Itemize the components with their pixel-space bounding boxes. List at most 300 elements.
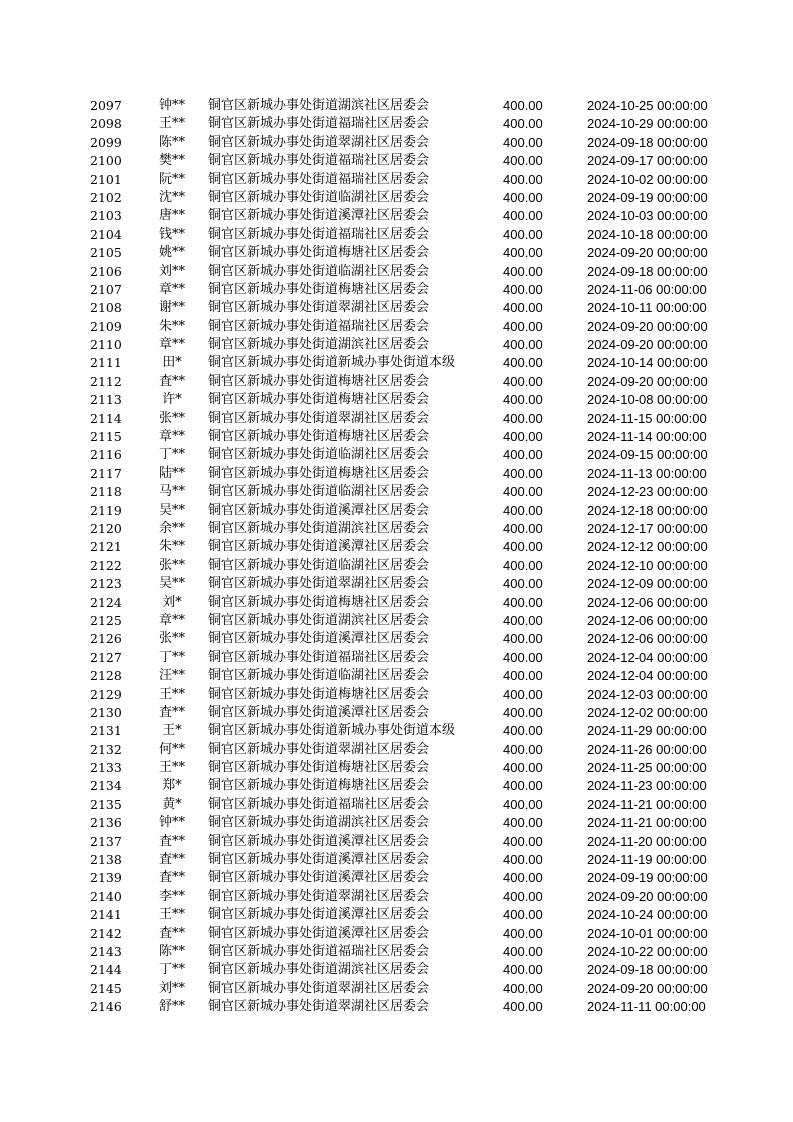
- table-row: [0, 906, 793, 924]
- table-row: [0, 336, 793, 354]
- recipient-name-cell: 阮**: [158, 171, 185, 187]
- table-row: [0, 814, 793, 832]
- organization-cell: 铜官区新城办事处街道湖滨社区居委会: [208, 815, 430, 831]
- date-cell: 2024-11-20 00:00:00: [587, 833, 707, 849]
- date-cell: 2024-09-20 00:00:00: [587, 318, 708, 334]
- row-number-cell: 2111: [90, 355, 122, 371]
- row-number-cell: 2127: [90, 649, 122, 665]
- row-number-cell: 2120: [90, 520, 122, 536]
- amount-cell: 400.00: [503, 226, 543, 242]
- table-row: [0, 263, 793, 281]
- row-number-cell: 2142: [90, 925, 122, 941]
- row-number-cell: 2128: [90, 668, 122, 684]
- date-cell: 2024-11-14 00:00:00: [587, 429, 707, 445]
- row-number-cell: 2105: [90, 245, 122, 261]
- recipient-name-cell: 王**: [158, 116, 185, 132]
- amount-cell: 400.00: [503, 208, 543, 224]
- row-number-cell: 2122: [90, 557, 122, 573]
- row-number-cell: 2145: [90, 980, 122, 996]
- row-number-cell: 2118: [90, 484, 122, 500]
- amount-cell: 400.00: [503, 668, 543, 684]
- amount-cell: 400.00: [503, 98, 543, 113]
- amount-cell: 400.00: [503, 980, 543, 996]
- amount-cell: 400.00: [503, 300, 543, 316]
- date-cell: 2024-11-23 00:00:00: [587, 778, 707, 794]
- date-cell: 2024-10-18 00:00:00: [587, 226, 708, 242]
- date-cell: 2024-09-15 00:00:00: [587, 447, 708, 463]
- organization-cell: 铜官区新城办事处街道福瑞社区居委会: [208, 226, 430, 242]
- date-cell: 2024-12-06 00:00:00: [587, 612, 708, 628]
- subsidy-table: [0, 97, 793, 1017]
- amount-cell: 400.00: [503, 576, 543, 592]
- organization-cell: 铜官区新城办事处街道梅塘社区居委会: [208, 429, 430, 445]
- organization-cell: 铜官区新城办事处街道溪潭社区居委会: [208, 907, 430, 923]
- amount-cell: 400.00: [503, 539, 543, 555]
- amount-cell: 400.00: [503, 465, 543, 481]
- table-row: [0, 483, 793, 501]
- organization-cell: 铜官区新城办事处街道湖滨社区居委会: [208, 612, 430, 628]
- table-row: [0, 722, 793, 740]
- organization-cell: 铜官区新城办事处街道临湖社区居委会: [208, 668, 430, 684]
- row-number-cell: 2124: [90, 594, 122, 610]
- date-cell: 2024-11-29 00:00:00: [587, 723, 707, 739]
- table-row: [0, 410, 793, 428]
- row-number-cell: 2106: [90, 263, 122, 279]
- organization-cell: 铜官区新城办事处街道梅塘社区居委会: [208, 778, 430, 794]
- amount-cell: 400.00: [503, 502, 543, 518]
- organization-cell: 铜官区新城办事处街道临湖社区居委会: [208, 557, 430, 573]
- recipient-name-cell: 钟**: [158, 815, 185, 831]
- recipient-name-cell: 陆**: [158, 465, 185, 481]
- organization-cell: 铜官区新城办事处街道溪潭社区居委会: [208, 539, 430, 555]
- table-row: [0, 134, 793, 152]
- recipient-name-cell: 吴**: [158, 502, 185, 518]
- table-row: [0, 226, 793, 244]
- organization-cell: 铜官区新城办事处街道梅塘社区居委会: [208, 281, 430, 297]
- row-number-cell: 2137: [90, 833, 122, 849]
- recipient-name-cell: 唐**: [158, 208, 185, 224]
- row-number-cell: 2139: [90, 870, 122, 886]
- date-cell: 2024-09-20 00:00:00: [587, 337, 708, 353]
- recipient-name-cell: 陈**: [158, 134, 185, 150]
- table-row: [0, 704, 793, 722]
- recipient-name-cell: 査**: [158, 870, 185, 886]
- date-cell: 2024-10-14 00:00:00: [587, 355, 708, 371]
- date-cell: 2024-10-01 00:00:00: [587, 925, 708, 941]
- recipient-name-cell: 钱**: [158, 226, 185, 242]
- row-number-cell: 2123: [90, 576, 122, 592]
- organization-cell: 铜官区新城办事处街道翠湖社区居委会: [208, 980, 430, 996]
- table-row: [0, 612, 793, 630]
- organization-cell: 铜官区新城办事处街道临湖社区居委会: [208, 484, 430, 500]
- amount-cell: 400.00: [503, 704, 543, 720]
- amount-cell: 400.00: [503, 778, 543, 794]
- recipient-name-cell: 许*: [162, 392, 182, 408]
- organization-cell: 铜官区新城办事处街道翠湖社区居委会: [208, 999, 430, 1015]
- table-row: [0, 557, 793, 575]
- table-row: [0, 244, 793, 262]
- row-number-cell: 2131: [90, 723, 122, 739]
- organization-cell: 铜官区新城办事处街道翠湖社区居委会: [208, 741, 430, 757]
- table-row: [0, 189, 793, 207]
- row-number-cell: 2099: [90, 134, 122, 150]
- table-row: [0, 777, 793, 795]
- date-cell: 2024-12-17 00:00:00: [587, 520, 708, 536]
- organization-cell: 铜官区新城办事处街道湖滨社区居委会: [208, 520, 430, 536]
- row-number-cell: 2135: [90, 796, 122, 812]
- amount-cell: 400.00: [503, 134, 543, 150]
- row-number-cell: 2112: [90, 373, 122, 389]
- row-number-cell: 2144: [90, 962, 122, 978]
- table-row: [0, 980, 793, 998]
- date-cell: 2024-12-06 00:00:00: [587, 631, 708, 647]
- organization-cell: 铜官区新城办事处街道梅塘社区居委会: [208, 245, 430, 261]
- organization-cell: 铜官区新城办事处街道梅塘社区居委会: [208, 373, 430, 389]
- amount-cell: 400.00: [503, 281, 543, 297]
- row-number-cell: 2121: [90, 539, 122, 555]
- organization-cell: 铜官区新城办事处街道梅塘社区居委会: [208, 392, 430, 408]
- row-number-cell: 2115: [90, 429, 122, 445]
- amount-cell: 400.00: [503, 612, 543, 628]
- table-row: [0, 446, 793, 464]
- amount-cell: 400.00: [503, 355, 543, 371]
- organization-cell: 铜官区新城办事处街道梅塘社区居委会: [208, 686, 430, 702]
- row-number-cell: 2130: [90, 704, 122, 720]
- amount-cell: 400.00: [503, 815, 543, 831]
- table-row: [0, 667, 793, 685]
- organization-cell: 铜官区新城办事处街道梅塘社区居委会: [208, 760, 430, 776]
- date-cell: 2024-12-02 00:00:00: [587, 704, 708, 720]
- recipient-name-cell: 汪**: [158, 668, 185, 684]
- date-cell: 2024-09-20 00:00:00: [587, 888, 708, 904]
- recipient-name-cell: 王**: [158, 686, 185, 702]
- amount-cell: 400.00: [503, 760, 543, 776]
- row-number-cell: 2102: [90, 189, 122, 205]
- date-cell: 2024-09-19 00:00:00: [587, 870, 708, 886]
- row-number-cell: 2125: [90, 612, 122, 628]
- row-number-cell: 2108: [90, 300, 122, 316]
- table-row: [0, 594, 793, 612]
- table-row: [0, 115, 793, 133]
- date-cell: 2024-10-24 00:00:00: [587, 907, 708, 923]
- row-number-cell: 2103: [90, 208, 122, 224]
- row-number-cell: 2126: [90, 631, 122, 647]
- amount-cell: 400.00: [503, 447, 543, 463]
- table-row: [0, 207, 793, 225]
- recipient-name-cell: 査**: [158, 833, 185, 849]
- recipient-name-cell: 黄*: [162, 796, 182, 812]
- table-row: [0, 869, 793, 887]
- row-number-cell: 2140: [90, 888, 122, 904]
- recipient-name-cell: 章**: [158, 281, 185, 297]
- organization-cell: 铜官区新城办事处街道翠湖社区居委会: [208, 576, 430, 592]
- recipient-name-cell: 余**: [158, 520, 185, 536]
- table-row: [0, 281, 793, 299]
- organization-cell: 铜官区新城办事处街道福瑞社区居委会: [208, 153, 430, 169]
- recipient-name-cell: 査**: [158, 373, 185, 389]
- organization-cell: 铜官区新城办事处街道翠湖社区居委会: [208, 888, 430, 904]
- table-row: [0, 152, 793, 170]
- table-row: [0, 171, 793, 189]
- date-cell: 2024-12-10 00:00:00: [587, 557, 708, 573]
- amount-cell: 400.00: [503, 594, 543, 610]
- recipient-name-cell: 章**: [158, 429, 185, 445]
- amount-cell: 400.00: [503, 741, 543, 757]
- recipient-name-cell: 陈**: [158, 943, 185, 959]
- date-cell: 2024-12-12 00:00:00: [587, 539, 708, 555]
- organization-cell: 铜官区新城办事处街道溪潭社区居委会: [208, 852, 430, 868]
- amount-cell: 400.00: [503, 263, 543, 279]
- organization-cell: 铜官区新城办事处街道福瑞社区居委会: [208, 943, 430, 959]
- organization-cell: 铜官区新城办事处街道翠湖社区居委会: [208, 410, 430, 426]
- date-cell: 2024-09-18 00:00:00: [587, 263, 708, 279]
- table-row: [0, 851, 793, 869]
- organization-cell: 铜官区新城办事处街道梅塘社区居委会: [208, 594, 430, 610]
- date-cell: 2024-10-02 00:00:00: [587, 171, 708, 187]
- recipient-name-cell: 马**: [158, 484, 185, 500]
- table-row: [0, 961, 793, 979]
- table-row: [0, 299, 793, 317]
- row-number-cell: 2098: [90, 116, 122, 132]
- amount-cell: 400.00: [503, 907, 543, 923]
- date-cell: 2024-12-09 00:00:00: [587, 576, 708, 592]
- recipient-name-cell: 郑*: [162, 778, 182, 794]
- row-number-cell: 2116: [90, 447, 122, 463]
- date-cell: 2024-12-06 00:00:00: [587, 594, 708, 610]
- row-number-cell: 2114: [90, 410, 122, 426]
- date-cell: 2024-11-06 00:00:00: [587, 281, 707, 297]
- row-number-cell: 2100: [90, 153, 122, 169]
- date-cell: 2024-09-17 00:00:00: [587, 153, 708, 169]
- row-number-cell: 2143: [90, 943, 122, 959]
- amount-cell: 400.00: [503, 429, 543, 445]
- amount-cell: 400.00: [503, 410, 543, 426]
- amount-cell: 400.00: [503, 373, 543, 389]
- recipient-name-cell: 田*: [162, 355, 182, 371]
- table-row: [0, 575, 793, 593]
- amount-cell: 400.00: [503, 888, 543, 904]
- organization-cell: 铜官区新城办事处街道溪潭社区居委会: [208, 208, 430, 224]
- date-cell: 2024-12-23 00:00:00: [587, 484, 708, 500]
- organization-cell: 铜官区新城办事处街道溪潭社区居委会: [208, 631, 430, 647]
- amount-cell: 400.00: [503, 999, 543, 1015]
- recipient-name-cell: 樊**: [158, 153, 185, 169]
- row-number-cell: 2117: [90, 465, 122, 481]
- date-cell: 2024-09-20 00:00:00: [587, 245, 708, 261]
- organization-cell: 铜官区新城办事处街道溪潭社区居委会: [208, 833, 430, 849]
- table-row: [0, 741, 793, 759]
- organization-cell: 铜官区新城办事处街道溪潭社区居委会: [208, 925, 430, 941]
- organization-cell: 铜官区新城办事处街道湖滨社区居委会: [208, 962, 430, 978]
- row-number-cell: 2136: [90, 815, 122, 831]
- table-row: [0, 318, 793, 336]
- amount-cell: 400.00: [503, 520, 543, 536]
- date-cell: 2024-11-26 00:00:00: [587, 741, 707, 757]
- recipient-name-cell: 张**: [158, 410, 185, 426]
- table-row: [0, 833, 793, 851]
- date-cell: 2024-11-21 00:00:00: [587, 815, 707, 831]
- row-number-cell: 2097: [90, 98, 122, 113]
- organization-cell: 铜官区新城办事处街道福瑞社区居委会: [208, 116, 430, 132]
- amount-cell: 400.00: [503, 153, 543, 169]
- date-cell: 2024-11-19 00:00:00: [587, 852, 707, 868]
- table-row: [0, 502, 793, 520]
- organization-cell: 铜官区新城办事处街道湖滨社区居委会: [208, 337, 430, 353]
- amount-cell: 400.00: [503, 337, 543, 353]
- organization-cell: 铜官区新城办事处街道福瑞社区居委会: [208, 796, 430, 812]
- row-number-cell: 2129: [90, 686, 122, 702]
- organization-cell: 铜官区新城办事处街道福瑞社区居委会: [208, 171, 430, 187]
- amount-cell: 400.00: [503, 649, 543, 665]
- organization-cell: 铜官区新城办事处街道溪潭社区居委会: [208, 870, 430, 886]
- table-row: [0, 925, 793, 943]
- recipient-name-cell: 朱**: [158, 539, 185, 555]
- table-row: [0, 630, 793, 648]
- recipient-name-cell: 何**: [158, 741, 185, 757]
- date-cell: 2024-10-08 00:00:00: [587, 392, 708, 408]
- table-row: [0, 97, 793, 115]
- date-cell: 2024-09-19 00:00:00: [587, 189, 708, 205]
- recipient-name-cell: 査**: [158, 925, 185, 941]
- row-number-cell: 2119: [90, 502, 122, 518]
- recipient-name-cell: 丁**: [158, 447, 185, 463]
- date-cell: 2024-10-22 00:00:00: [587, 943, 708, 959]
- table-row: [0, 796, 793, 814]
- organization-cell: 铜官区新城办事处街道新城办事处街道本级: [208, 355, 456, 371]
- recipient-name-cell: 张**: [158, 557, 185, 573]
- amount-cell: 400.00: [503, 796, 543, 812]
- row-number-cell: 2141: [90, 907, 122, 923]
- table-row: [0, 373, 793, 391]
- organization-cell: 铜官区新城办事处街道翠湖社区居委会: [208, 134, 430, 150]
- date-cell: 2024-11-25 00:00:00: [587, 760, 707, 776]
- recipient-name-cell: 谢**: [158, 300, 185, 316]
- table-row: [0, 943, 793, 961]
- date-cell: 2024-11-13 00:00:00: [587, 465, 707, 481]
- amount-cell: 400.00: [503, 925, 543, 941]
- recipient-name-cell: 刘**: [158, 980, 185, 996]
- amount-cell: 400.00: [503, 723, 543, 739]
- organization-cell: 铜官区新城办事处街道翠湖社区居委会: [208, 300, 430, 316]
- date-cell: 2024-12-04 00:00:00: [587, 668, 708, 684]
- date-cell: 2024-11-15 00:00:00: [587, 410, 707, 426]
- organization-cell: 铜官区新城办事处街道临湖社区居委会: [208, 189, 430, 205]
- recipient-name-cell: 丁**: [158, 962, 185, 978]
- organization-cell: 铜官区新城办事处街道临湖社区居委会: [208, 447, 430, 463]
- organization-cell: 铜官区新城办事处街道溪潭社区居委会: [208, 502, 430, 518]
- recipient-name-cell: 朱**: [158, 318, 185, 334]
- recipient-name-cell: 査**: [158, 704, 185, 720]
- row-number-cell: 2134: [90, 778, 122, 794]
- amount-cell: 400.00: [503, 245, 543, 261]
- recipient-name-cell: 王*: [162, 723, 182, 739]
- recipient-name-cell: 钟**: [158, 98, 185, 113]
- table-row: [0, 686, 793, 704]
- amount-cell: 400.00: [503, 392, 543, 408]
- table-row: [0, 649, 793, 667]
- date-cell: 2024-12-04 00:00:00: [587, 649, 708, 665]
- amount-cell: 400.00: [503, 833, 543, 849]
- recipient-name-cell: 沈**: [158, 189, 185, 205]
- date-cell: 2024-10-11 00:00:00: [587, 300, 707, 316]
- recipient-name-cell: 张**: [158, 631, 185, 647]
- date-cell: 2024-10-03 00:00:00: [587, 208, 708, 224]
- row-number-cell: 2101: [90, 171, 122, 187]
- table-row: [0, 391, 793, 409]
- row-number-cell: 2138: [90, 852, 122, 868]
- organization-cell: 铜官区新城办事处街道福瑞社区居委会: [208, 649, 430, 665]
- table-row: [0, 354, 793, 372]
- table-row: [0, 428, 793, 446]
- row-number-cell: 2133: [90, 760, 122, 776]
- table-row: [0, 465, 793, 483]
- row-number-cell: 2113: [90, 392, 122, 408]
- recipient-name-cell: 丁**: [158, 649, 185, 665]
- amount-cell: 400.00: [503, 557, 543, 573]
- recipient-name-cell: 姚**: [158, 245, 185, 261]
- row-number-cell: 2146: [90, 999, 122, 1015]
- recipient-name-cell: 王**: [158, 907, 185, 923]
- date-cell: 2024-09-20 00:00:00: [587, 980, 708, 996]
- amount-cell: 400.00: [503, 631, 543, 647]
- row-number-cell: 2109: [90, 318, 122, 334]
- organization-cell: 铜官区新城办事处街道临湖社区居委会: [208, 263, 430, 279]
- table-row: [0, 888, 793, 906]
- amount-cell: 400.00: [503, 318, 543, 334]
- date-cell: 2024-09-20 00:00:00: [587, 373, 708, 389]
- recipient-name-cell: 李**: [158, 888, 185, 904]
- recipient-name-cell: 刘**: [158, 263, 185, 279]
- amount-cell: 400.00: [503, 852, 543, 868]
- date-cell: 2024-11-21 00:00:00: [587, 796, 707, 812]
- amount-cell: 400.00: [503, 870, 543, 886]
- date-cell: 2024-12-18 00:00:00: [587, 502, 708, 518]
- amount-cell: 400.00: [503, 686, 543, 702]
- date-cell: 2024-11-11 00:00:00: [587, 999, 706, 1015]
- recipient-name-cell: 章**: [158, 612, 185, 628]
- table-row: [0, 520, 793, 538]
- row-number-cell: 2107: [90, 281, 122, 297]
- row-number-cell: 2132: [90, 741, 122, 757]
- row-number-cell: 2104: [90, 226, 122, 242]
- amount-cell: 400.00: [503, 189, 543, 205]
- organization-cell: 铜官区新城办事处街道新城办事处街道本级: [208, 723, 456, 739]
- recipient-name-cell: 査**: [158, 852, 185, 868]
- organization-cell: 铜官区新城办事处街道溪潭社区居委会: [208, 704, 430, 720]
- date-cell: 2024-09-18 00:00:00: [587, 962, 708, 978]
- row-number-cell: 2110: [90, 337, 122, 353]
- recipient-name-cell: 吴**: [158, 576, 185, 592]
- organization-cell: 铜官区新城办事处街道福瑞社区居委会: [208, 318, 430, 334]
- table-row: [0, 538, 793, 556]
- amount-cell: 400.00: [503, 943, 543, 959]
- amount-cell: 400.00: [503, 962, 543, 978]
- recipient-name-cell: 刘*: [162, 594, 182, 610]
- date-cell: 2024-09-18 00:00:00: [587, 134, 708, 150]
- recipient-name-cell: 章**: [158, 337, 185, 353]
- recipient-name-cell: 舒**: [158, 999, 185, 1015]
- amount-cell: 400.00: [503, 171, 543, 187]
- date-cell: 2024-10-25 00:00:00: [587, 98, 708, 113]
- table-row: [0, 759, 793, 777]
- organization-cell: 铜官区新城办事处街道梅塘社区居委会: [208, 465, 430, 481]
- amount-cell: 400.00: [503, 484, 543, 500]
- organization-cell: 铜官区新城办事处街道湖滨社区居委会: [208, 98, 430, 113]
- recipient-name-cell: 王**: [158, 760, 185, 776]
- date-cell: 2024-10-29 00:00:00: [587, 116, 708, 132]
- amount-cell: 400.00: [503, 116, 543, 132]
- table-row: [0, 998, 793, 1016]
